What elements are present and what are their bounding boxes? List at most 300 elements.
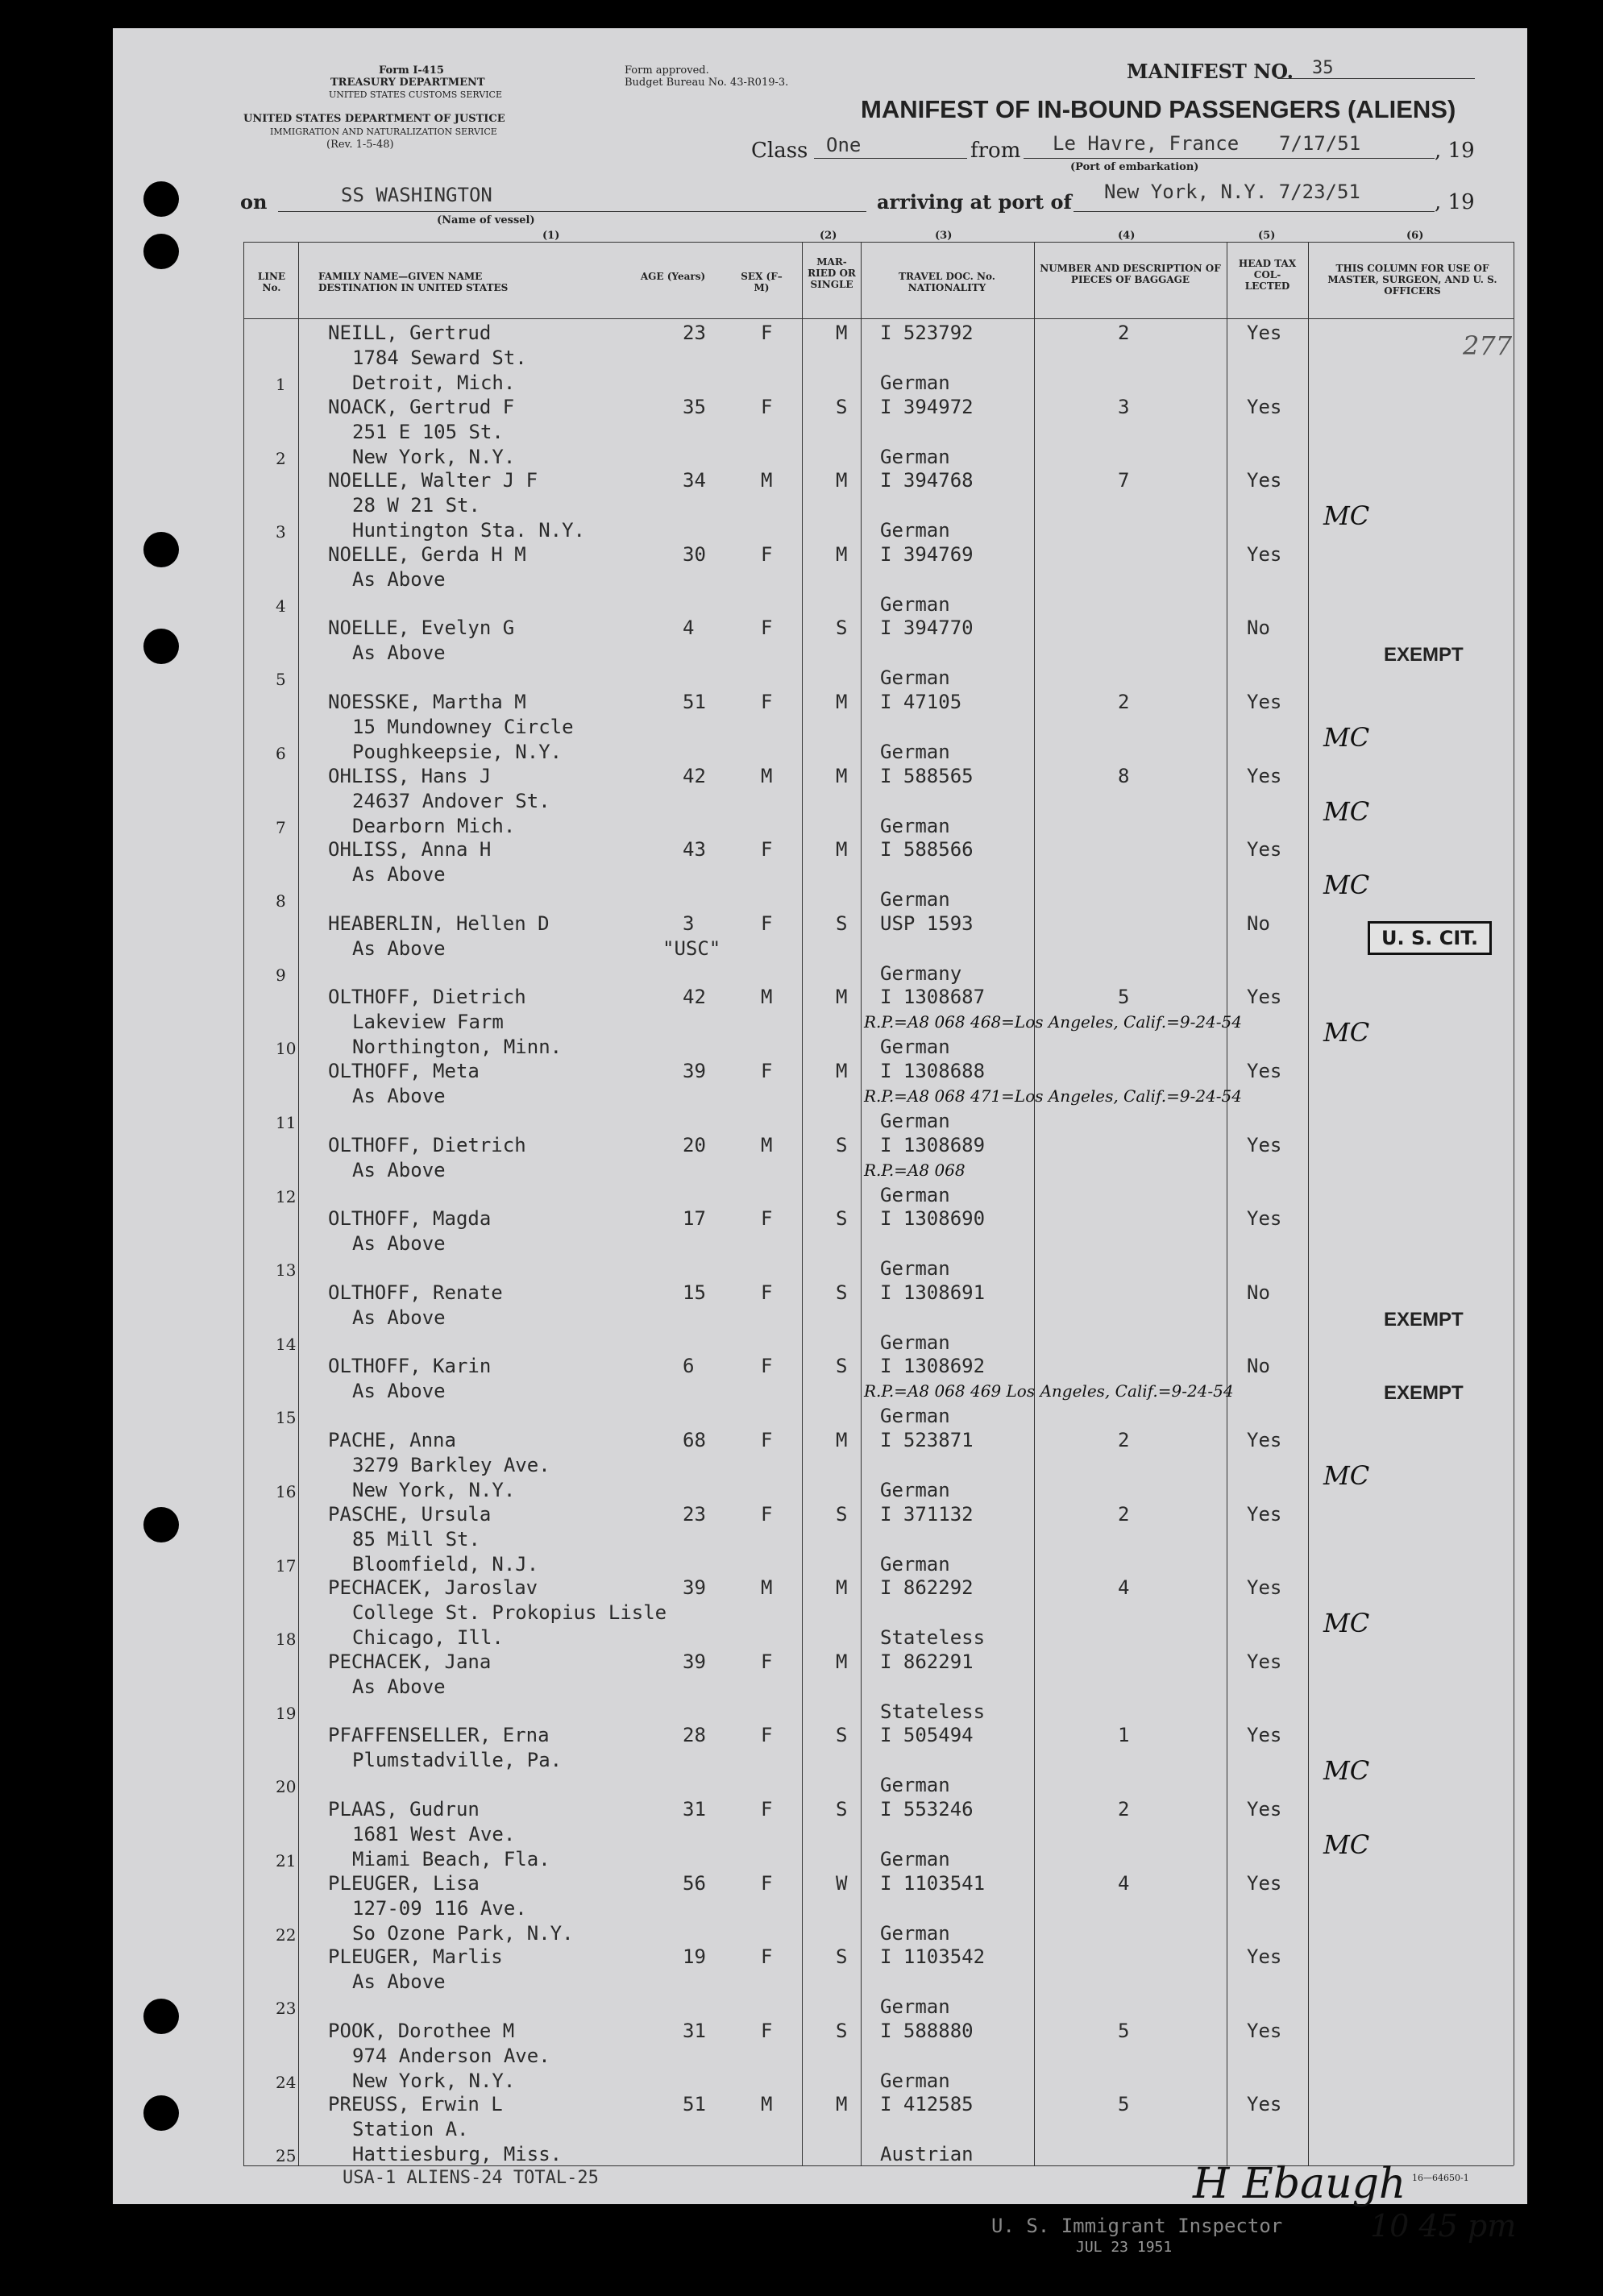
head-tax: Yes — [1247, 322, 1282, 344]
travel-doc: I 588880 — [880, 2019, 974, 2042]
baggage-count: 2 — [1118, 322, 1130, 344]
line-number: 5 — [276, 670, 286, 690]
baggage-count: 7 — [1118, 469, 1130, 492]
nationality: German — [880, 1479, 950, 1501]
line-number: 23 — [276, 1999, 297, 2019]
table-top-border — [243, 242, 1514, 243]
destination-line-1: Lakeview Farm — [352, 1011, 504, 1034]
line-number: 12 — [276, 1186, 297, 1206]
line-number: 16 — [276, 1482, 297, 1501]
age: 31 — [683, 1798, 706, 1821]
manifest-no: 35 — [1312, 58, 1334, 78]
sex: F — [761, 617, 773, 640]
col-num-2: (2) — [820, 230, 837, 242]
age: 23 — [683, 322, 706, 344]
travel-doc: I 588566 — [880, 838, 974, 862]
marital-status: S — [836, 1724, 848, 1747]
age: 43 — [683, 838, 706, 862]
sex: F — [761, 322, 773, 344]
passenger-name: NOACK, Gertrud F — [328, 395, 515, 418]
year-label-2: , 19 — [1435, 190, 1475, 214]
nationality: German — [880, 666, 950, 690]
travel-doc: I 1308690 — [880, 1207, 986, 1231]
table-row — [243, 837, 1514, 911]
destination-line-1: As Above — [352, 1158, 446, 1181]
destination-line-1: 85 Mill St. — [352, 1527, 480, 1551]
travel-doc: I 394768 — [880, 469, 974, 492]
table-row — [243, 1428, 1514, 1502]
head-tax: Yes — [1247, 764, 1282, 787]
destination-line-2: Miami Beach, Fla. — [352, 1848, 550, 1870]
officer-note: MC — [1323, 1755, 1370, 1787]
table-row — [243, 1281, 1514, 1355]
line-number: 7 — [276, 817, 286, 837]
line-number: 13 — [276, 1260, 297, 1281]
travel-doc: I 394972 — [880, 395, 974, 418]
form-id: Form I-415 — [379, 64, 444, 77]
destination-line-2: Northington, Minn. — [352, 1036, 563, 1059]
line-number: 10 — [276, 1039, 297, 1059]
sex: F — [761, 691, 773, 713]
travel-doc: I 553246 — [880, 1798, 974, 1821]
destination-line-1: As Above — [352, 936, 446, 960]
rp-annotation: R.P.=A8 068 — [864, 1160, 966, 1180]
revision: (Rev. 1-5-48) — [326, 139, 394, 151]
class-underline — [814, 158, 967, 159]
age: 39 — [683, 1650, 706, 1673]
col-num-1: (1) — [542, 230, 560, 242]
officer-note: MC — [1323, 1608, 1370, 1639]
header-age: AGE (Years) — [640, 271, 706, 282]
sex: F — [761, 1650, 773, 1673]
passenger-name: PREUSS, Erwin L — [328, 2093, 503, 2116]
marital-status: M — [836, 764, 848, 787]
baggage-count: 5 — [1118, 2019, 1130, 2042]
destination-line-1: 15 Mundowney Circle — [352, 716, 574, 738]
sex: F — [761, 1724, 773, 1747]
line-number: 2 — [276, 448, 286, 468]
rp-annotation: R.P.=A8 068 469 Los Angeles, Calif.=9-24-54 — [864, 1381, 1234, 1401]
age: 56 — [683, 1871, 706, 1895]
marital-status: S — [836, 395, 848, 418]
destination-line-2: Huntington Sta. N.Y. — [352, 519, 585, 542]
from-date: 7/17/51 — [1279, 132, 1361, 155]
table-row — [243, 1502, 1514, 1576]
age: 3 — [683, 911, 695, 935]
nationality: German — [880, 1774, 950, 1797]
col-num-6: (6) — [1406, 230, 1424, 242]
travel-doc: I 1308692 — [880, 1355, 986, 1378]
age: 34 — [683, 469, 706, 492]
officer-note: MC — [1323, 1017, 1370, 1048]
header-line-no: LINE No. — [257, 271, 286, 293]
head-tax: Yes — [1247, 469, 1282, 492]
travel-doc: I 862291 — [880, 1650, 974, 1673]
nationality: Austrian — [880, 2143, 974, 2166]
head-tax: Yes — [1247, 691, 1282, 713]
nationality: German — [880, 888, 950, 911]
manifest-no-underline — [1277, 78, 1475, 79]
destination-line-2: So Ozone Park, N.Y. — [352, 1921, 574, 1945]
marital-status: M — [836, 691, 848, 713]
nationality: German — [880, 1405, 950, 1428]
destination-line-1: 28 W 21 St. — [352, 494, 480, 517]
from-underline — [1024, 158, 1435, 159]
officer-note: MC — [1323, 1829, 1370, 1860]
officer-note: MC — [1323, 870, 1370, 901]
marital-status: S — [836, 1207, 848, 1231]
officer-note: MC — [1323, 722, 1370, 753]
head-tax: Yes — [1247, 1576, 1282, 1600]
table-row — [243, 1354, 1514, 1428]
form-approved: Form approved. — [625, 64, 709, 77]
line-number: 9 — [276, 965, 286, 985]
immigration-service: IMMIGRATION AND NATURALIZATION SERVICE — [270, 127, 497, 137]
officer-note: MC — [1323, 795, 1370, 827]
passenger-name: OLTHOFF, Magda — [328, 1207, 492, 1231]
head-tax: Yes — [1247, 986, 1282, 1009]
destination-line-2: New York, N.Y. — [352, 1479, 516, 1501]
destination-line-1: Station A. — [352, 2118, 469, 2141]
header-baggage: NUMBER AND DESCRIPTION OF PIECES OF BAGGAGE — [1040, 263, 1221, 285]
baggage-count: 5 — [1118, 2093, 1130, 2116]
head-tax: Yes — [1247, 1207, 1282, 1231]
marital-status: S — [836, 1798, 848, 1821]
travel-doc: I 394769 — [880, 542, 974, 566]
nationality: German — [880, 1848, 950, 1870]
officer-note: U. S. CIT. — [1368, 921, 1492, 955]
passenger-name: NOESSKE, Martha M — [328, 691, 526, 713]
passenger-name: PACHE, Anna — [328, 1429, 456, 1451]
baggage-count: 8 — [1118, 764, 1130, 787]
age: 39 — [683, 1060, 706, 1082]
destination-line-1: As Above — [352, 1306, 446, 1329]
nationality: German — [880, 814, 950, 837]
print-code: 16—64650-1 — [1412, 2173, 1469, 2183]
age: 19 — [683, 1945, 706, 1969]
head-tax: Yes — [1247, 1945, 1282, 1969]
table-row — [243, 985, 1514, 1059]
head-tax: Yes — [1247, 2093, 1282, 2116]
destination-line-1: As Above — [352, 567, 446, 591]
page-number: 277 — [1463, 330, 1513, 361]
line-number: 25 — [276, 2146, 297, 2166]
line-number: 3 — [276, 522, 286, 542]
age: 35 — [683, 395, 706, 418]
destination-line-2: Detroit, Mich. — [352, 372, 516, 394]
line-number: 1 — [276, 375, 286, 394]
head-tax: No — [1247, 911, 1270, 935]
head-tax: Yes — [1247, 1429, 1282, 1451]
table-row — [243, 395, 1514, 469]
head-tax: No — [1247, 617, 1270, 640]
vessel-label: (Name of vessel) — [437, 214, 535, 226]
header-travel-doc: TRAVEL DOC. No. NATIONALITY — [899, 271, 995, 293]
class-label: Class — [751, 139, 808, 163]
age: 6 — [683, 1355, 695, 1378]
nationality: German — [880, 741, 950, 763]
marital-status: M — [836, 1650, 848, 1673]
passenger-name: PLAAS, Gudrun — [328, 1798, 480, 1821]
baggage-count: 2 — [1118, 1798, 1130, 1821]
binder-hole — [143, 234, 179, 269]
marital-status: M — [836, 469, 848, 492]
sex: M — [761, 469, 773, 492]
passenger-name: PECHACEK, Jana — [328, 1650, 492, 1673]
destination-line-1: 1784 Seward St. — [352, 347, 527, 369]
sex: F — [761, 1207, 773, 1231]
passenger-name: PLEUGER, Marlis — [328, 1945, 503, 1969]
line-number: 19 — [276, 1703, 297, 1723]
passenger-name: NOELLE, Walter J F — [328, 469, 538, 492]
age: 4 — [683, 617, 695, 640]
sex: F — [761, 1798, 773, 1821]
travel-doc: I 412585 — [880, 2093, 974, 2116]
sex: F — [761, 1281, 773, 1304]
head-tax: Yes — [1247, 1133, 1282, 1156]
travel-doc: I 1103541 — [880, 1871, 986, 1895]
header-head-tax: HEAD TAX COL-LECTED — [1238, 258, 1297, 292]
line-number: 6 — [276, 744, 286, 763]
destination-line-1: As Above — [352, 863, 446, 886]
nationality: German — [880, 445, 950, 468]
travel-doc: I 1308687 — [880, 986, 986, 1009]
table-row — [243, 616, 1514, 690]
passenger-name: PASCHE, Ursula — [328, 1502, 492, 1526]
sex: M — [761, 764, 773, 787]
binder-hole — [143, 1999, 179, 2034]
marital-status: S — [836, 1133, 848, 1156]
arrival-port: New York, N.Y. 7/23/51 — [1104, 181, 1360, 203]
destination-line-1: As Above — [352, 1232, 446, 1256]
marital-status: M — [836, 1576, 848, 1600]
binder-hole — [143, 532, 179, 567]
table-row — [243, 690, 1514, 764]
officer-note: EXEMPT — [1384, 1308, 1464, 1331]
travel-doc: I 394770 — [880, 617, 974, 640]
table-row — [243, 1059, 1514, 1133]
table-row — [243, 542, 1514, 617]
sex: F — [761, 542, 773, 566]
nationality: Stateless — [880, 1626, 986, 1650]
passenger-name: NOELLE, Evelyn G — [328, 617, 515, 640]
age: 68 — [683, 1429, 706, 1451]
sex: M — [761, 986, 773, 1009]
destination-line-2: Chicago, Ill. — [352, 1626, 504, 1650]
passenger-name: OLTHOFF, Dietrich — [328, 1133, 526, 1156]
sex: F — [761, 1355, 773, 1378]
baggage-count: 1 — [1118, 1724, 1130, 1747]
sex: F — [761, 1502, 773, 1526]
nationality: German — [880, 372, 950, 394]
sex: M — [761, 1576, 773, 1600]
destination-line-1: As Above — [352, 1675, 446, 1698]
table-row — [243, 911, 1514, 986]
marital-status: M — [836, 322, 848, 344]
destination-line-2: Dearborn Mich. — [352, 814, 516, 837]
passenger-name: POOK, Dorothee M — [328, 2019, 515, 2042]
passenger-name: OLTHOFF, Renate — [328, 1281, 503, 1304]
travel-doc: I 1308691 — [880, 1281, 986, 1304]
table-row — [243, 2092, 1514, 2166]
travel-doc: I 588565 — [880, 764, 974, 787]
baggage-count: 2 — [1118, 1502, 1130, 1526]
passenger-name: NOELLE, Gerda H M — [328, 542, 526, 566]
nationality: German — [880, 519, 950, 542]
from-value: Le Havre, France — [1053, 132, 1240, 155]
marital-status: M — [836, 1060, 848, 1082]
header-officers: THIS COLUMN FOR USE OF MASTER, SURGEON, AND U. S. OFFICERS — [1327, 263, 1497, 297]
destination-line-1: 127-09 116 Ave. — [352, 1896, 527, 1920]
head-tax: Yes — [1247, 1871, 1282, 1895]
inspector-signature: H Ebaugh — [1193, 2160, 1406, 2208]
destination-line-2: Hattiesburg, Miss. — [352, 2143, 563, 2166]
line-number: 22 — [276, 1924, 297, 1945]
travel-doc: I 523871 — [880, 1429, 974, 1451]
travel-doc: I 47105 — [880, 691, 962, 713]
nationality: German — [880, 1921, 950, 1945]
marital-status: M — [836, 2093, 848, 2116]
age: 15 — [683, 1281, 706, 1304]
head-tax: No — [1247, 1355, 1270, 1378]
sex: F — [761, 1945, 773, 1969]
vessel-name: SS WASHINGTON — [341, 184, 492, 206]
age: 20 — [683, 1133, 706, 1156]
destination-line-2: Poughkeepsie, N.Y. — [352, 741, 563, 763]
header-bottom-border — [243, 318, 1514, 319]
marital-status: S — [836, 617, 848, 640]
header-sex: SEX (F–M) — [741, 271, 783, 293]
table-row — [243, 468, 1514, 542]
sex: F — [761, 395, 773, 418]
head-tax: Yes — [1247, 1650, 1282, 1673]
col-num-3: (3) — [935, 230, 953, 242]
sex: F — [761, 2019, 773, 2042]
destination-line-1: 3279 Barkley Ave. — [352, 1454, 550, 1476]
class-value: One — [826, 134, 862, 156]
line-number: 4 — [276, 596, 286, 616]
dept-treasury: TREASURY DEPARTMENT — [330, 77, 485, 89]
sex: F — [761, 1871, 773, 1895]
baggage-count: 4 — [1118, 1576, 1130, 1600]
travel-doc: I 862292 — [880, 1576, 974, 1600]
sex: F — [761, 1429, 773, 1451]
officer-note: EXEMPT — [1384, 644, 1464, 666]
line-number: 18 — [276, 1630, 297, 1650]
inspector-stamp: U. S. Immigrant Inspector — [991, 2215, 1283, 2237]
header-married: MAR-RIED OR SINGLE — [808, 256, 856, 290]
travel-doc: I 1103542 — [880, 1945, 986, 1969]
nationality: German — [880, 1257, 950, 1281]
destination-line-1: As Above — [352, 1970, 446, 1994]
age: 28 — [683, 1724, 706, 1747]
age: 51 — [683, 691, 706, 713]
destination-line-2: New York, N.Y. — [352, 2069, 516, 2092]
on-label: on — [240, 190, 268, 214]
destination-line-1: 24637 Andover St. — [352, 789, 550, 812]
passenger-name: PLEUGER, Lisa — [328, 1871, 480, 1895]
travel-doc: USP 1593 — [880, 911, 974, 935]
nationality: German — [880, 2069, 950, 2092]
port-embarkation-label: (Port of embarkation) — [1070, 161, 1199, 173]
age: 17 — [683, 1207, 706, 1231]
head-tax: No — [1247, 1281, 1270, 1304]
table-row — [243, 1206, 1514, 1281]
passenger-name: PECHACEK, Jaroslav — [328, 1576, 538, 1600]
line-number: 21 — [276, 1851, 297, 1870]
destination-line-1: College St. Prokopius Lisle — [352, 1601, 667, 1625]
marital-status: M — [836, 838, 848, 862]
nationality: German — [880, 1036, 950, 1059]
head-tax: Yes — [1247, 2019, 1282, 2042]
from-label: from — [970, 139, 1021, 163]
destination-line-1: Plumstadville, Pa. — [352, 1749, 563, 1772]
officer-note: MC — [1323, 1460, 1370, 1491]
sex: F — [761, 838, 773, 862]
age: 23 — [683, 1502, 706, 1526]
binder-hole — [143, 181, 179, 217]
nationality: German — [880, 592, 950, 616]
passenger-name: OLTHOFF, Karin — [328, 1355, 492, 1378]
age: 31 — [683, 2019, 706, 2042]
nationality: German — [880, 1110, 950, 1132]
budget-bureau: Budget Bureau No. 43-R019-3. — [625, 77, 789, 89]
head-tax: Yes — [1247, 1060, 1282, 1082]
table-row — [243, 1576, 1514, 1650]
line-number: 15 — [276, 1408, 297, 1428]
table-row — [243, 1133, 1514, 1207]
destination-line-1: 1681 West Ave. — [352, 1823, 516, 1846]
marital-status: M — [836, 986, 848, 1009]
passenger-name: PFAFFENSELLER, Erna — [328, 1724, 550, 1747]
age: 30 — [683, 542, 706, 566]
table-row — [243, 321, 1514, 395]
marital-status: S — [836, 1281, 848, 1304]
marital-status: S — [836, 1502, 848, 1526]
line-number: 24 — [276, 2072, 297, 2092]
marital-status: S — [836, 2019, 848, 2042]
marital-status: S — [836, 1355, 848, 1378]
table-row — [243, 1797, 1514, 1871]
sex: M — [761, 2093, 773, 2116]
binder-hole — [143, 1507, 179, 1542]
nationality: German — [880, 1331, 950, 1354]
head-tax: Yes — [1247, 542, 1282, 566]
nationality: German — [880, 1183, 950, 1206]
age: 39 — [683, 1576, 706, 1600]
binder-hole — [143, 629, 179, 664]
destination-line-2: Bloomfield, N.J. — [352, 1552, 539, 1576]
marital-status: S — [836, 911, 848, 935]
head-tax: Yes — [1247, 1724, 1282, 1747]
table-row — [243, 1650, 1514, 1724]
rp-annotation: R.P.=A8 068 468=Los Angeles, Calif.=9-24-54 — [864, 1012, 1243, 1032]
age: 42 — [683, 764, 706, 787]
vessel-underline — [278, 211, 866, 212]
table-row — [243, 764, 1514, 838]
head-tax: Yes — [1247, 1798, 1282, 1821]
passenger-name: OLTHOFF, Dietrich — [328, 986, 526, 1009]
col-num-4: (4) — [1118, 230, 1136, 242]
line-number: 14 — [276, 1334, 297, 1354]
head-tax: Yes — [1247, 838, 1282, 862]
travel-doc: I 505494 — [880, 1724, 974, 1747]
sex: F — [761, 911, 773, 935]
travel-doc: I 371132 — [880, 1502, 974, 1526]
marital-status: M — [836, 542, 848, 566]
binder-hole — [143, 2095, 179, 2131]
nationality: German — [880, 1995, 950, 2019]
